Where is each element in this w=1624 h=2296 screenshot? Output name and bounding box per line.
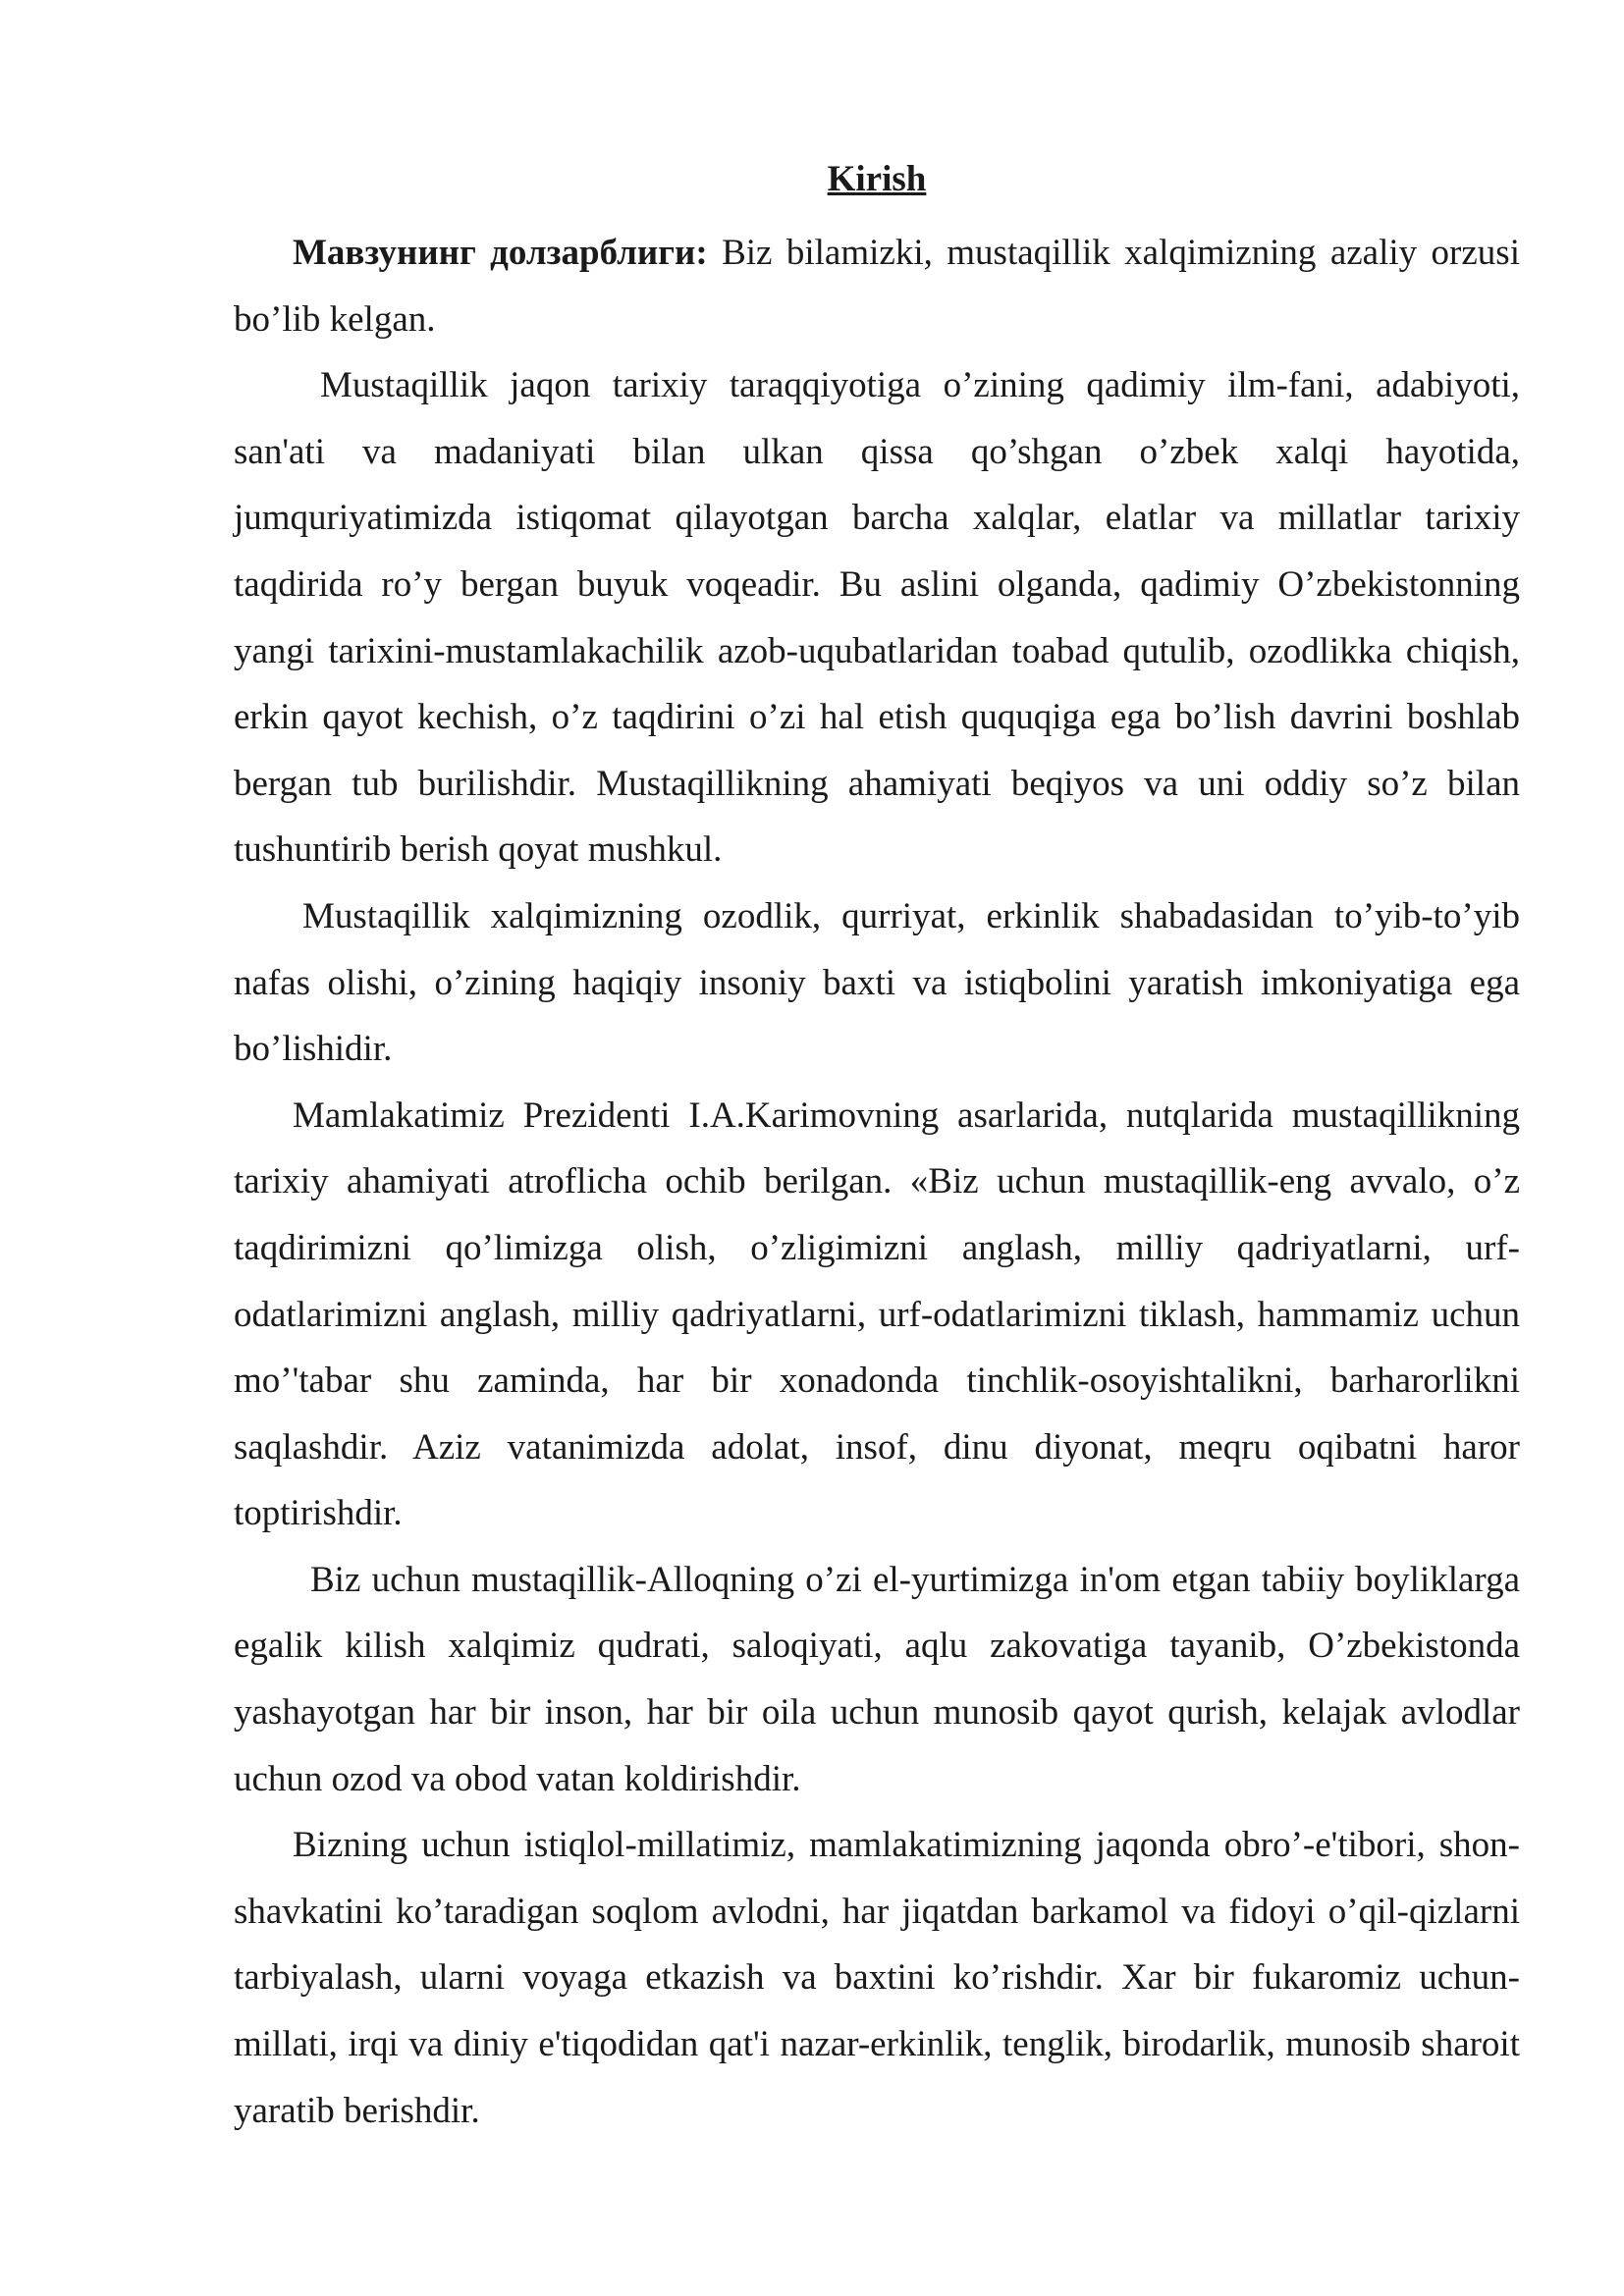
relevance-text: Biz bilamizki, mustaqillik xalqimizning azaliy orzusi bo’lib kelgan. (234, 233, 1520, 340)
paragraph-istiqlol: Bizning uchun istiqlol-millatimiz, mamlakatimizning jaqonda obro’-e'tibori, shon-shavkatini ko’taradigan soqlom avlodni, har jiqatdan barkamol va fidoyi o’qil-qizlarni tarbiyalash, ularni voyaga etkazish va baxtini ko’rishdir. Xar bir fukaromiz uchun-millati, irqi va diniy e'tiqodidan qat'i nazar-erkinlik, tenglik, birodarlik, munosib sharoit yaratib berishdir. (234, 1825, 1520, 2131)
paragraph-independence-history: Mustaqillik jaqon tarixiy taraqqiyotiga o’zining qadimiy ilm-fani, adabiyoti, san'ati va madaniyati bilan ulkan qissa qo’shgan o’zbek xalqi hayotida, jumquriyatimizda istiqomat qilayotgan barcha xalqlar, elatlar va millatlar tarixiy taqdirida ro’y bergan buyuk voqeadir. Bu aslini olganda, qadimiy O’zbekistonning yangi tarixini-mustamlakachilik azob-uqubatlaridan toabad qutulib, ozodlikka chiqish, erkin qayot kechish, o’z taqdirini o’zi hal etish ququqiga ega bo’lish davrini boshlab bergan tub burilishdir. Mustaqillikning ahamiyati beqiyos va uni oddiy so’z bilan tushuntirib berish qoyat mushkul. (234, 365, 1520, 871)
paragraph-natural-wealth: Biz uchun mustaqillik-Alloqning o’zi el-yurtimizga in'om etgan tabiiy boyliklarga egalik kilish xalqimiz qudrati, saloqiyati, aqlu zakovatiga tayanib, O’zbekistonda yashayotgan har bir inson, har bir oila uchun munosib qayot qurish, kelajak avlodlar uchun ozod va obod vatan koldirishdir. (234, 1559, 1520, 1799)
paragraph-relevance (234, 220, 1520, 352)
relevance-lead: Мавзунинг долзарблиги: (293, 233, 708, 273)
paragraph-president-quote: Mamlakatimiz Prezidenti I.A.Karimovning asarlarida, nutqlarida mustaqillikning tarixiy ahamiyati atroflicha ochib berilgan. «Biz uchun mustaqillik-eng avvalo, o’z taqdirimizni qo’limizga olish, o’zligimizni anglash, milliy qadriyatlarni, urf-odatlarimizni anglash, milliy qadriyatlarni, urf-odatlarimizni tiklash, hammamiz uchun mo’'tabar shu zaminda, har bir xonadonda tinchlik-osoyishtalikni, barharorlikni saqlashdir. Aziz vatanimizda adolat, insof, dinu diyonat, meqru oqibatni haror toptirishdir. (234, 1095, 1520, 1534)
page-title: Kirish (827, 159, 927, 199)
paragraph-independence-freedom: Mustaqillik xalqimizning ozodlik, qurriyat, erkinlik shabadasidan to’yib-to’yib nafas olishi, o’zining haqiqiy insoniy baxti va istiqbolini yaratish imkoniyatiga ega bo’lishidir. (234, 895, 1520, 1070)
document-page (234, 147, 1520, 2144)
